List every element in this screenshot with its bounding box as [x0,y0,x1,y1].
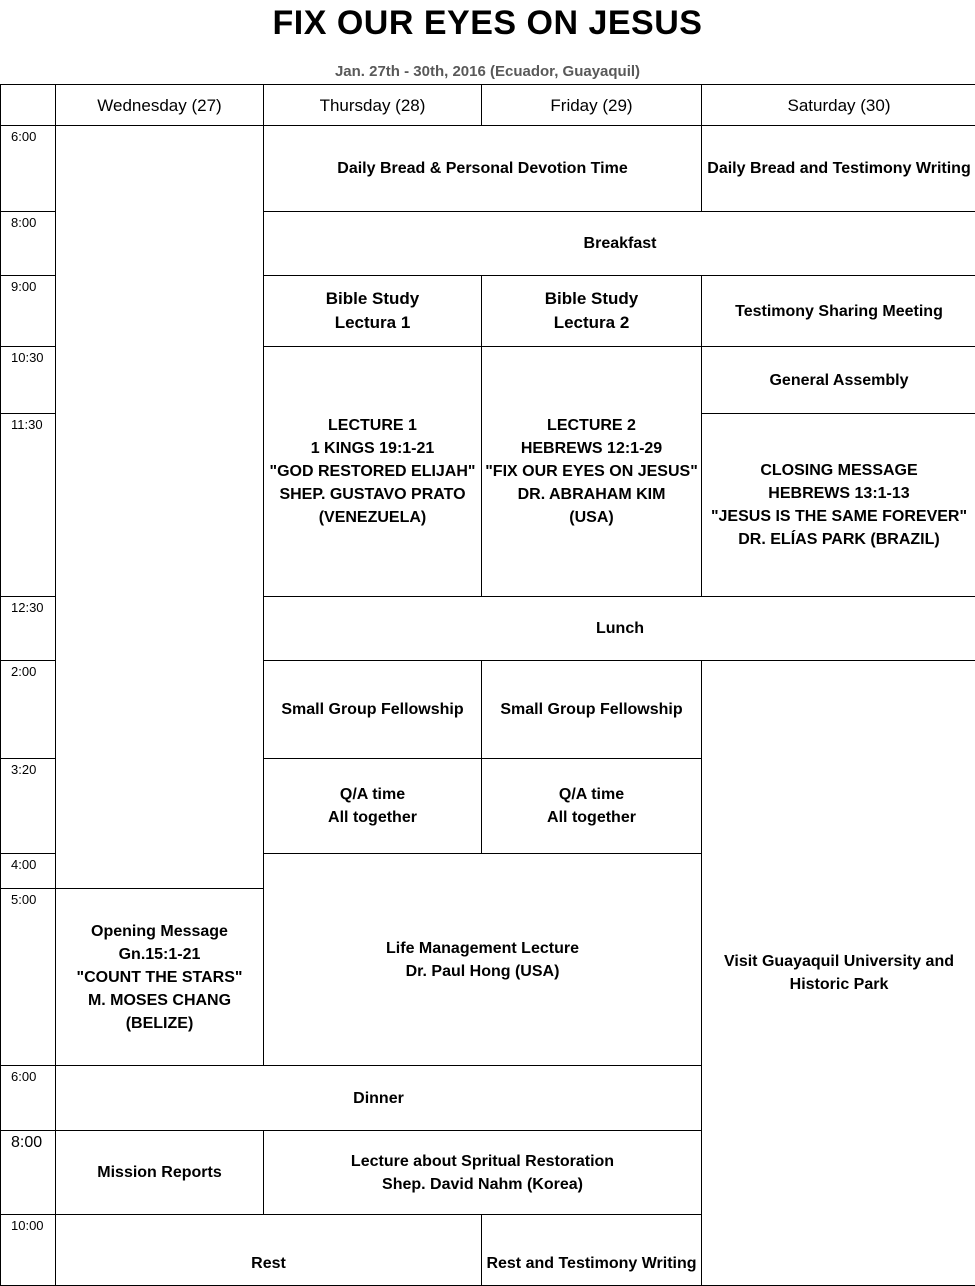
time-label: 8:00 [0,1130,56,1215]
time-label: 6:00 [0,1065,56,1131]
event-dinner: Dinner [55,1065,702,1131]
event-spiritual-restoration: Lecture about Spritual Restoration Shep. David Nahm (Korea) [263,1130,702,1215]
header-wednesday: Wednesday (27) [55,84,264,126]
event-opening-message: Opening Message Gn.15:1-21 "COUNT THE STARS" M. MOSES CHANG (BELIZE) [55,888,264,1066]
event-small-group-friday: Small Group Fellowship [481,660,702,759]
page-title: FIX OUR EYES ON JESUS [272,4,703,42]
event-mission-reports: Mission Reports [55,1130,264,1215]
event-rest-testimony: Rest and Testimony Writing [481,1214,702,1286]
time-label: 2:00 [0,660,56,759]
schedule-grid [0,84,975,1283]
time-label: 12:30 [0,596,56,661]
event-lecture-2: LECTURE 2 HEBREWS 12:1-29 "FIX OUR EYES ON JESUS" DR. ABRAHAM KIM (USA) [481,346,702,597]
event-rest: Rest [55,1214,482,1286]
time-label: 9:00 [0,275,56,347]
event-visit-university: Visit Guayaquil University and Historic Park [701,660,975,1286]
header-corner [0,84,56,126]
event-small-group-thursday: Small Group Fellowship [263,660,482,759]
event-qa-friday: Q/A time All together [481,758,702,854]
event-daily-bread-devotion: Daily Bread & Personal Devotion Time [263,125,702,212]
event-lecture-1: LECTURE 1 1 KINGS 19:1-21 "GOD RESTORED ELIJAH" SHEP. GUSTAVO PRATO (VENEZUELA) [263,346,482,597]
empty-slot-wednesday [55,125,264,889]
event-qa-thursday: Q/A time All together [263,758,482,854]
page-subtitle: Jan. 27th - 30th, 2016 (Ecuador, Guayaquil) [334,63,641,80]
event-bible-study-1: Bible Study Lectura 1 [263,275,482,347]
time-label: 5:00 [0,888,56,1066]
event-bible-study-2: Bible Study Lectura 2 [481,275,702,347]
header-friday: Friday (29) [481,84,702,126]
time-label: 11:30 [0,413,56,597]
time-label: 10:30 [0,346,56,414]
time-label: 10:00 [0,1214,56,1286]
event-testimony-sharing: Testimony Sharing Meeting [701,275,975,347]
event-daily-bread-testimony: Daily Bread and Testimony Writing [701,125,975,212]
event-closing-message: CLOSING MESSAGE HEBREWS 13:1-13 "JESUS IS THE SAME FOREVER" DR. ELÍAS PARK (BRAZIL) [701,413,975,597]
time-label: 8:00 [0,211,56,276]
header-thursday: Thursday (28) [263,84,482,126]
event-life-management: Life Management Lecture Dr. Paul Hong (USA) [263,853,702,1066]
header-saturday: Saturday (30) [701,84,975,126]
event-general-assembly: General Assembly [701,346,975,414]
time-label: 4:00 [0,853,56,889]
event-lunch: Lunch [263,596,975,661]
time-label: 3:20 [0,758,56,854]
event-breakfast: Breakfast [263,211,975,276]
time-label: 6:00 [0,125,56,212]
